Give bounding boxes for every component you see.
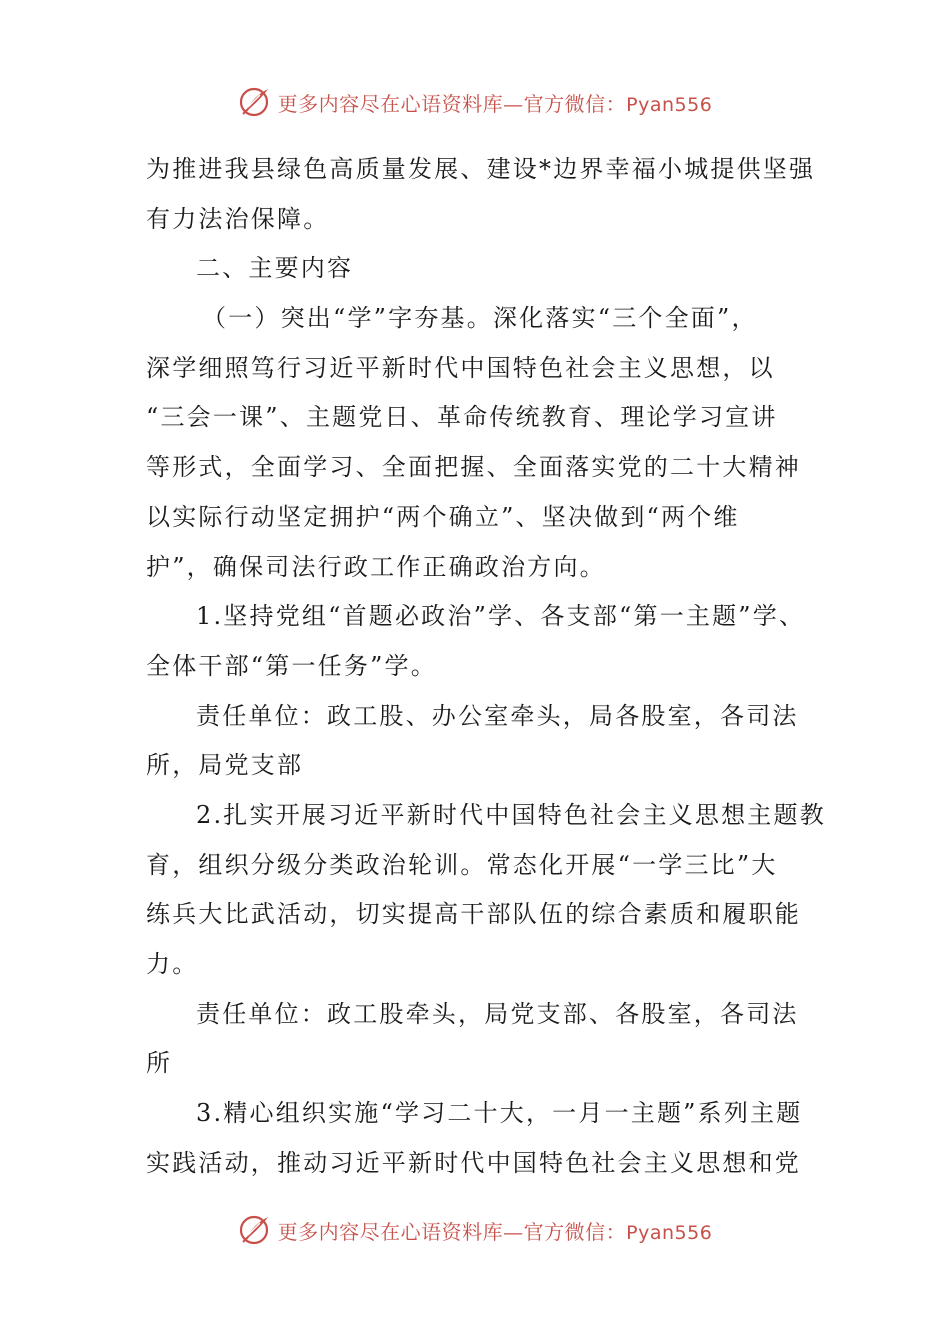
quill-logo-icon [238,85,272,119]
section-heading: 二、主要内容 [196,254,354,283]
subsection-heading: （一）突出“学”字夯基。深化落实“三个全面”， [202,304,758,333]
paragraph-line: 全体干部“第一任务”学。 [146,651,437,680]
paragraph-line: 育，组织分级分类政治轮训。常态化开展“一学三比”大 [146,850,778,879]
paragraph-line: 实践活动，推动习近平新时代中国特色社会主义思想和党 [146,1148,801,1177]
paragraph-line: 等形式，全面学习、全面把握、全面落实党的二十大精神 [146,453,801,482]
paragraph-line: 所，局党支部 [146,751,304,780]
watermark-text [278,88,713,117]
paragraph-line: 以实际行动坚定拥护“两个确立”、坚决做到“两个维 [146,502,740,531]
responsibility-line: 责任单位：政工股、办公室牵头，局各股室，各司法 [196,701,799,730]
watermark-label: 更多内容尽在心语资料库—官方微信： [277,1219,627,1244]
quill-logo-icon [238,1213,272,1247]
watermark-wechat-id: Pyan556 [626,1221,713,1244]
paragraph-line: 练兵大比武活动，切实提高干部队伍的综合素质和履职能 [146,900,801,929]
numbered-item: 3.精心组织实施“学习二十大，一月一主题”系列主题 [196,1099,803,1128]
paragraph-line: 深学细照笃行习近平新时代中国特色社会主义思想，以 [146,353,775,382]
responsibility-line: 责任单位：政工股牵头，局党支部、各股室，各司法 [196,999,799,1028]
paragraph-line: “三会一课”、主题党日、革命传统教育、理论学习宣讲 [146,403,778,432]
paragraph-line: 所 [146,1049,173,1078]
numbered-item: 1.坚持党组“首题必政治”学、各支部“第一主题”学、 [196,602,806,631]
watermark-banner-bottom [0,1210,950,1250]
watermark-wechat-id: Pyan556 [626,93,713,116]
paragraph-line: 护”，确保司法行政工作正确政治方向。 [146,552,606,581]
paragraph-line: 力。 [146,950,199,978]
watermark-label: 更多内容尽在心语资料库—官方微信： [277,91,627,116]
numbered-item: 2.扎实开展习近平新时代中国特色社会主义思想主题教 [196,800,826,829]
watermark-text [278,1216,713,1245]
paragraph-line: 为推进我县绿色高质量发展、建设*边界幸福小城提供坚强 [146,155,816,183]
document-body [146,145,826,1188]
paragraph-line: 有力法治保障。 [146,204,330,233]
watermark-banner-top [0,82,950,122]
